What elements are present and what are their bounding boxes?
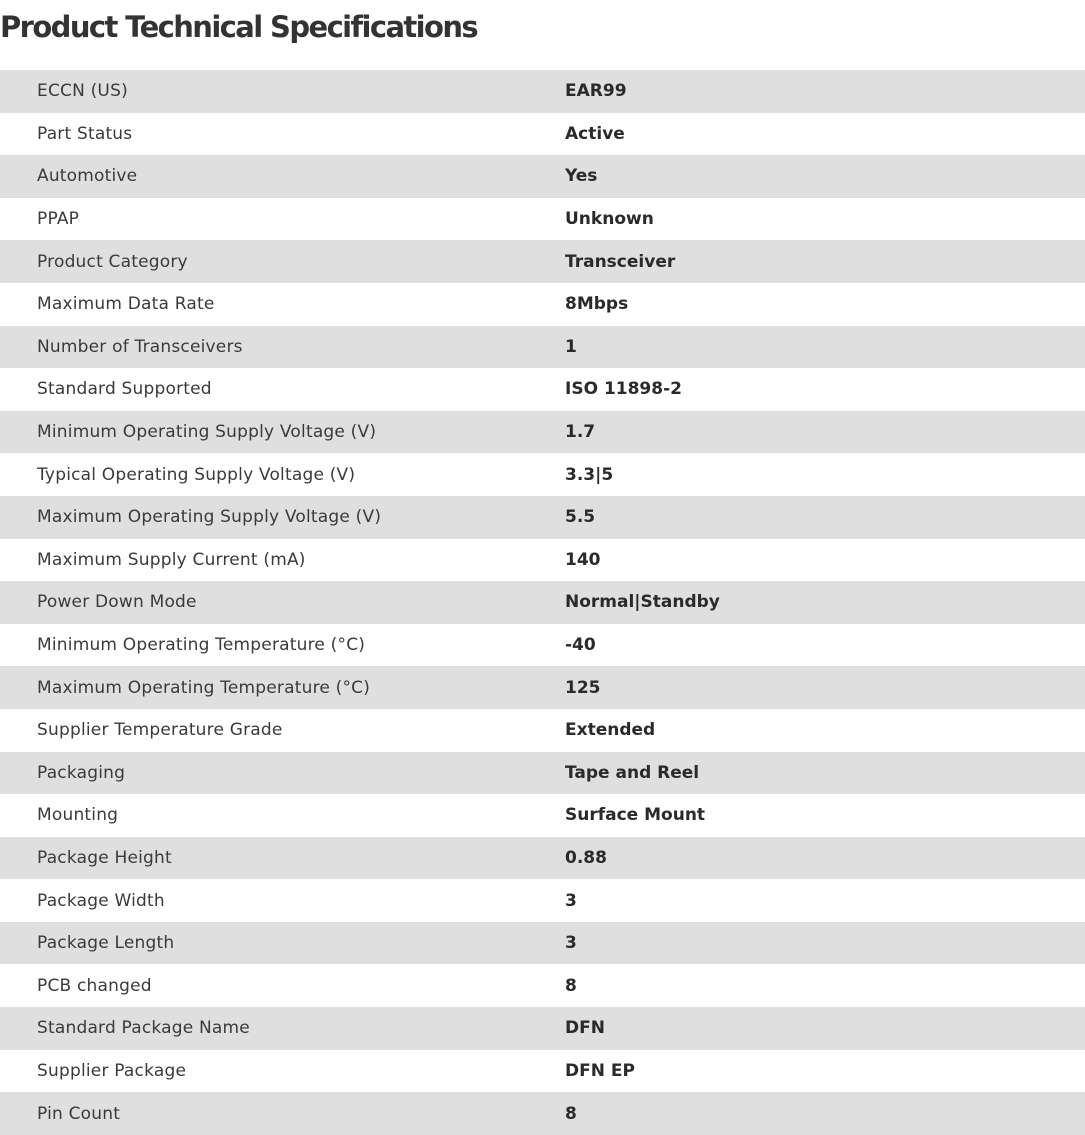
spec-value: 1 bbox=[565, 336, 577, 357]
spec-label: Packaging bbox=[37, 762, 126, 783]
spec-row bbox=[0, 624, 1085, 667]
spec-value: 3.3|5 bbox=[565, 464, 614, 485]
spec-label: Number of Transceivers bbox=[37, 336, 243, 357]
spec-row bbox=[0, 539, 1085, 582]
spec-label: Maximum Data Rate bbox=[37, 294, 215, 315]
spec-row bbox=[0, 411, 1085, 454]
spec-row bbox=[0, 198, 1085, 241]
spec-label: Standard Package Name bbox=[37, 1018, 250, 1039]
spec-label: Package Length bbox=[37, 933, 175, 954]
spec-row bbox=[0, 709, 1085, 752]
spec-row bbox=[0, 837, 1085, 880]
spec-label: Product Category bbox=[37, 251, 188, 272]
spec-label: Supplier Temperature Grade bbox=[37, 720, 283, 741]
spec-label: Typical Operating Supply Voltage (V) bbox=[37, 464, 356, 485]
spec-row bbox=[0, 1092, 1085, 1135]
spec-value: DFN EP bbox=[565, 1060, 635, 1081]
spec-table bbox=[0, 70, 1085, 1135]
spec-value: Unknown bbox=[565, 209, 654, 230]
spec-label: Package Width bbox=[37, 890, 165, 911]
spec-value: Normal|Standby bbox=[565, 592, 720, 613]
spec-label: Supplier Package bbox=[37, 1060, 187, 1081]
spec-value: -40 bbox=[565, 635, 596, 656]
spec-label: Maximum Operating Supply Voltage (V) bbox=[37, 507, 382, 528]
spec-row bbox=[0, 1007, 1085, 1050]
spec-row bbox=[0, 155, 1085, 198]
spec-label: Minimum Operating Supply Voltage (V) bbox=[37, 422, 377, 443]
spec-row bbox=[0, 113, 1085, 156]
spec-row bbox=[0, 326, 1085, 369]
spec-label: Minimum Operating Temperature (°C) bbox=[37, 635, 366, 656]
spec-label: PPAP bbox=[37, 209, 80, 230]
spec-label: Pin Count bbox=[37, 1103, 121, 1124]
spec-label: Automotive bbox=[37, 166, 138, 187]
spec-row bbox=[0, 964, 1085, 1007]
spec-label: PCB changed bbox=[37, 975, 152, 996]
spec-value: 1.7 bbox=[565, 422, 596, 443]
spec-row bbox=[0, 283, 1085, 326]
spec-label: ECCN (US) bbox=[37, 81, 128, 102]
spec-row bbox=[0, 752, 1085, 795]
spec-value: Surface Mount bbox=[565, 805, 706, 826]
spec-value: 0.88 bbox=[565, 847, 607, 868]
spec-row bbox=[0, 922, 1085, 965]
spec-value: Active bbox=[565, 123, 625, 144]
spec-value: 8Mbps bbox=[565, 294, 629, 315]
spec-row bbox=[0, 1050, 1085, 1093]
spec-value: Yes bbox=[565, 166, 598, 187]
spec-value: 140 bbox=[565, 549, 601, 570]
spec-row bbox=[0, 496, 1085, 539]
spec-value: EAR99 bbox=[565, 81, 627, 102]
spec-table-body bbox=[0, 70, 1085, 1135]
spec-value: Tape and Reel bbox=[565, 762, 700, 783]
spec-label: Package Height bbox=[37, 847, 172, 868]
spec-label: Mounting bbox=[37, 805, 119, 826]
spec-value: ISO 11898-2 bbox=[565, 379, 682, 400]
spec-label: Part Status bbox=[37, 123, 133, 144]
spec-value: 8 bbox=[565, 1103, 577, 1124]
spec-row bbox=[0, 879, 1085, 922]
spec-value: 5.5 bbox=[565, 507, 596, 528]
spec-value: 3 bbox=[565, 890, 577, 911]
spec-value: Transceiver bbox=[565, 251, 676, 272]
spec-label: Maximum Supply Current (mA) bbox=[37, 549, 306, 570]
spec-value: Extended bbox=[565, 720, 656, 741]
spec-label: Maximum Operating Temperature (°C) bbox=[37, 677, 371, 698]
spec-row bbox=[0, 453, 1085, 496]
spec-value: 125 bbox=[565, 677, 601, 698]
page-title: Product Technical Specifications bbox=[0, 10, 478, 44]
spec-row bbox=[0, 368, 1085, 411]
spec-value: DFN bbox=[565, 1018, 605, 1039]
spec-label: Standard Supported bbox=[37, 379, 212, 400]
spec-row bbox=[0, 794, 1085, 837]
spec-label: Power Down Mode bbox=[37, 592, 197, 613]
spec-row bbox=[0, 240, 1085, 283]
spec-value: 3 bbox=[565, 933, 577, 954]
spec-row bbox=[0, 581, 1085, 624]
spec-value: 8 bbox=[565, 975, 577, 996]
spec-row bbox=[0, 70, 1085, 113]
spec-row bbox=[0, 666, 1085, 709]
